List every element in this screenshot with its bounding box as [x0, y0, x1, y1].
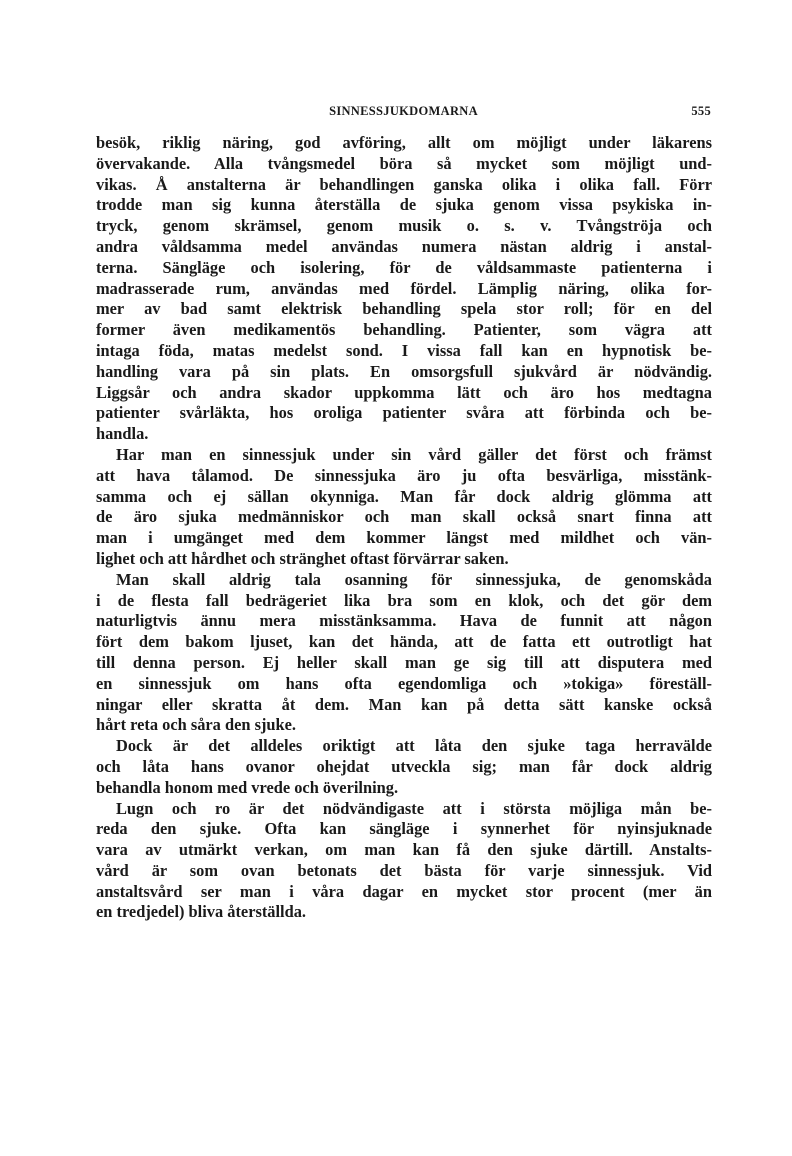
- running-head: [96, 104, 711, 124]
- text-line: Liggsår och andra skador uppkomma lätt och äro hos medtagna: [96, 382, 712, 402]
- text-line: naturligtvis ännu mera misstänksamma. Hava de funnit att någon: [96, 611, 712, 631]
- text-line: Lugn och ro är det nödvändigaste att i största möjliga mån be-: [116, 798, 712, 818]
- text-line: intaga föda, matas medelst sond. I vissa fall kan en hypnotisk be-: [96, 340, 712, 360]
- text-line: terna. Sängläge och isolering, för de våldsammaste patienterna i: [96, 257, 712, 277]
- text-line: vikas. Å anstalterna är behandlingen ganska olika i olika fall. Förr: [96, 174, 712, 194]
- text-line: hårt reta och såra den sjuke.: [96, 715, 297, 735]
- text-line: andra våldsamma medel användas numera nästan aldrig i anstal-: [96, 236, 712, 256]
- text-line: handling vara på sin plats. En omsorgsfull sjukvård är nödvändig.: [96, 361, 712, 381]
- text-line: handla.: [96, 424, 149, 444]
- text-line: i de flesta fall bedrägeriet lika bra som en klok, och det gör dem: [96, 590, 712, 610]
- text-line: Dock är det alldeles oriktigt att låta den sjuke taga herravälde: [116, 736, 712, 756]
- text-line: trodde man sig kunna återställa de sjuka genom vissa psykiska in-: [96, 195, 712, 215]
- text-line: Har man en sinnessjuk under sin vård gäller det först och främst: [116, 444, 712, 464]
- body-text: [96, 133, 712, 923]
- text-line: att hava tålamod. De sinnessjuka äro ju ofta besvärliga, misstänk-: [96, 465, 712, 485]
- text-line: fört dem bakom ljuset, kan det hända, att de fatta ett outrotligt hat: [96, 632, 712, 652]
- text-line: madrasserade rum, användas med fördel. Lämplig näring, olika for-: [96, 278, 712, 298]
- text-line: övervakande. Alla tvångsmedel böra så mycket som möjligt und-: [96, 153, 712, 173]
- text-line: mer av bad samt elektrisk behandling spela stor roll; för en del: [96, 299, 712, 319]
- text-line: tryck, genom skrämsel, genom musik o. s. v. Tvångströja och: [96, 216, 712, 236]
- text-line: lighet och att hårdhet och stränghet oftast förvärrar saken.: [96, 548, 509, 568]
- text-line: reda den sjuke. Ofta kan sängläge i synnerhet för nyinsjuknade: [96, 819, 712, 839]
- text-line: de äro sjuka medmänniskor och man skall också snart finna att: [96, 507, 712, 527]
- text-line: vård är som ovan betonats det bästa för varje sinnessjuk. Vid: [96, 860, 712, 880]
- text-line: vara av utmärkt verkan, om man kan få den sjuke därtill. Anstalts-: [96, 840, 712, 860]
- text-line: samma och ej sällan okynniga. Man får dock aldrig glömma att: [96, 486, 712, 506]
- page-number: 555: [691, 104, 711, 118]
- text-line: patienter svårläkta, hos oroliga patienter svåra att förbinda och be-: [96, 403, 712, 423]
- text-line: former även medikamentös behandling. Patienter, som vägra att: [96, 320, 712, 340]
- text-line: ningar eller skratta åt dem. Man kan på detta sätt kanske också: [96, 694, 712, 714]
- page-header-title: SINNESSJUKDOMARNA: [329, 104, 478, 118]
- text-line: Man skall aldrig tala osanning för sinnessjuka, de genomskåda: [116, 569, 712, 589]
- text-line: en tredjedel) bliva återställda.: [96, 902, 307, 922]
- text-line: till denna person. Ej heller skall man ge sig till att disputera med: [96, 652, 712, 672]
- text-line: och låta hans ovanor ohejdat utveckla sig; man får dock aldrig: [96, 756, 712, 776]
- text-line: man i umgänget med dem kommer längst med mildhet och vän-: [96, 528, 712, 548]
- text-line: en sinnessjuk om hans ofta egendomliga och »tokiga» föreställ-: [96, 673, 712, 693]
- text-line: besök, riklig näring, god avföring, allt om möjligt under läkarens: [96, 133, 712, 152]
- text-line: behandla honom med vrede och överilning.: [96, 777, 399, 797]
- text-line: anstaltsvård ser man i våra dagar en mycket stor procent (mer än: [96, 881, 712, 901]
